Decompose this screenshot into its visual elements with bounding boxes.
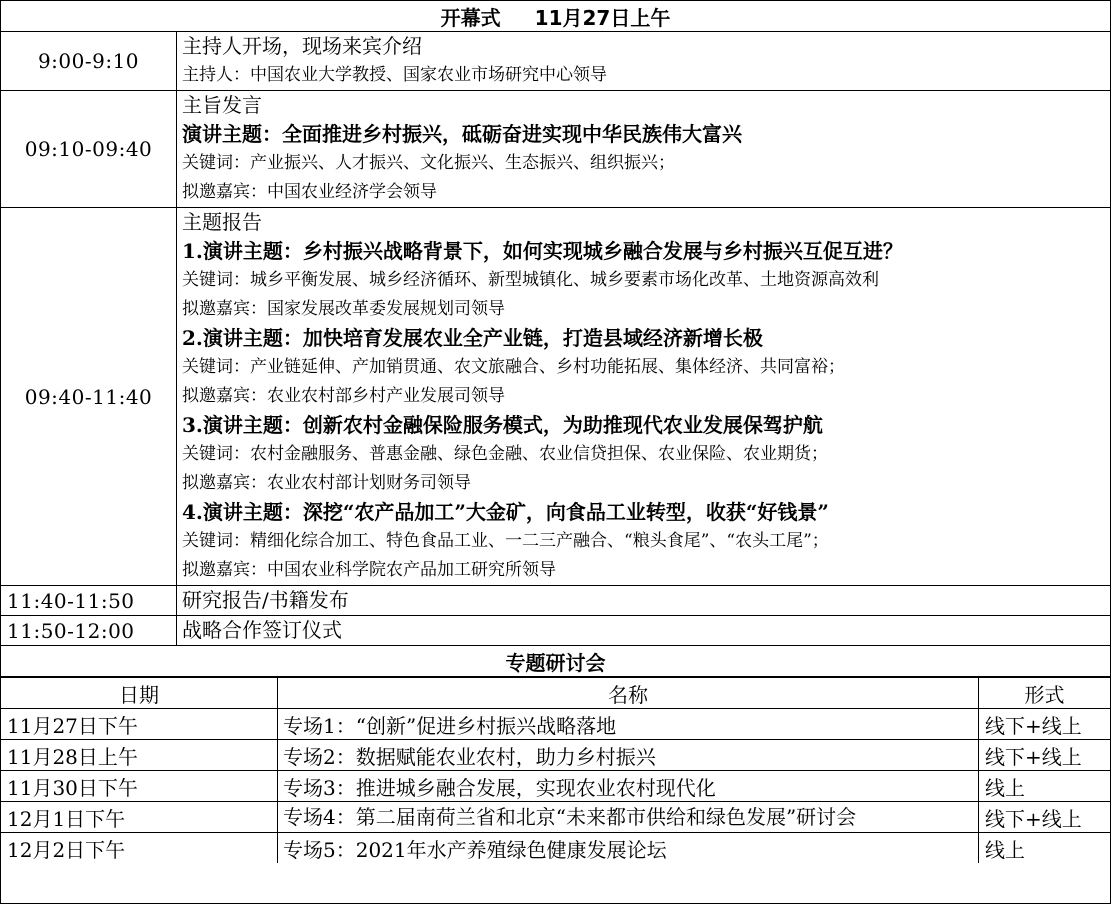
schedule-time: 9:00-9:10 xyxy=(1,32,177,91)
session-date: 11月27日下午 xyxy=(1,709,278,740)
schedule-line: 4.演讲主题：深挖“农产品加工”大金矿，向食品工业转型，收获“好钱景” xyxy=(182,500,829,524)
schedule-line: 拟邀嘉宾：农业农村部乡村产业发展司领导 xyxy=(182,386,505,406)
session-row xyxy=(1,709,1110,740)
schedule-line: 主旨发言 xyxy=(182,93,262,117)
schedule-row xyxy=(1,91,1110,208)
session-row xyxy=(1,740,1110,771)
schedule-line: 拟邀嘉宾：中国农业经济学会领导 xyxy=(182,182,437,202)
sessions-table xyxy=(1,677,1110,863)
schedule-row xyxy=(1,208,1110,586)
schedule-line: 拟邀嘉宾：国家发展改革委发展规划司领导 xyxy=(182,299,505,319)
schedule-content xyxy=(177,586,1111,616)
session-format: 线下+线上 xyxy=(979,740,1111,771)
schedule-line: 主持人：中国农业大学教授、国家农业市场研究中心领导 xyxy=(182,65,607,85)
opening-schedule-table xyxy=(1,32,1110,646)
sessions-header-row xyxy=(1,678,1110,709)
sessions-header xyxy=(1,646,1110,677)
schedule-time: 09:10-09:40 xyxy=(1,91,177,208)
session-date: 11月30日下午 xyxy=(1,771,278,802)
schedule-row xyxy=(1,616,1110,646)
session-name: 专场5：2021年水产养殖绿色健康发展论坛 xyxy=(278,833,979,864)
opening-title: 开幕式 xyxy=(440,5,501,30)
schedule-content xyxy=(177,32,1111,91)
session-row xyxy=(1,802,1110,833)
session-format: 线上 xyxy=(979,833,1111,864)
session-name: 专场3：推进城乡融合发展，实现农业农村现代化 xyxy=(278,771,979,802)
session-date: 11月28日上午 xyxy=(1,740,278,771)
schedule-line: 研究报告/书籍发布 xyxy=(182,588,349,612)
session-format: 线下+线上 xyxy=(979,709,1111,740)
opening-date: 11月27日上午 xyxy=(534,5,671,30)
session-row xyxy=(1,833,1110,864)
session-format: 线下+线上 xyxy=(979,802,1111,833)
session-date: 12月2日下午 xyxy=(1,833,278,864)
schedule-line: 战略合作签订仪式 xyxy=(182,618,342,642)
schedule-content xyxy=(177,91,1111,208)
session-name: 专场1：“创新”促进乡村振兴战略落地 xyxy=(278,709,979,740)
schedule-line: 拟邀嘉宾：中国农业科学院农产品加工研究所领导 xyxy=(182,560,556,580)
schedule-line: 关键词：产业振兴、人才振兴、文化振兴、生态振兴、组织振兴； xyxy=(182,153,675,173)
schedule-line: 主题报告 xyxy=(182,210,262,234)
sessions-title: 专题研讨会 xyxy=(505,650,606,675)
schedule-line: 3.演讲主题：创新农村金融保险服务模式，为助推现代农业发展保驾护航 xyxy=(182,413,823,437)
session-format: 线上 xyxy=(979,771,1111,802)
opening-header xyxy=(1,1,1110,32)
schedule-row xyxy=(1,32,1110,91)
schedule-line: 关键词：城乡平衡发展、城乡经济循环、新型城镇化、城乡要素市场化改革、土地资源高效利 xyxy=(182,270,879,290)
session-name: 专场2：数据赋能农业农村，助力乡村振兴 xyxy=(278,740,979,771)
schedule-line: 演讲主题：全面推进乡村振兴，砥砺奋进实现中华民族伟大富兴 xyxy=(182,122,742,146)
schedule-time: 09:40-11:40 xyxy=(1,208,177,586)
session-name: 专场4：第二届南荷兰省和北京“未来都市供给和绿色发展”研讨会 xyxy=(278,802,979,833)
schedule-line: 拟邀嘉宾：农业农村部计划财务司领导 xyxy=(182,473,471,493)
schedule-line: 关键词：产业链延伸、产加销贯通、农文旅融合、乡村功能拓展、集体经济、共同富裕； xyxy=(182,357,845,377)
session-row xyxy=(1,771,1110,802)
schedule-time: 11:40-11:50 xyxy=(1,586,177,616)
schedule-line: 2.演讲主题：加快培育发展农业全产业链，打造县域经济新增长极 xyxy=(182,326,763,350)
schedule-content xyxy=(177,208,1111,586)
schedule-row xyxy=(1,586,1110,616)
schedule-line: 关键词：农村金融服务、普惠金融、绿色金融、农业信贷担保、农业保险、农业期货； xyxy=(182,444,828,464)
session-date: 12月1日下午 xyxy=(1,802,278,833)
schedule-line: 1.演讲主题：乡村振兴战略背景下，如何实现城乡融合发展与乡村振兴互促互进？ xyxy=(182,239,903,263)
column-header-name: 名称 xyxy=(278,678,979,709)
schedule-line: 关键词：精细化综合加工、特色食品工业、一二三产融合、“粮头食尾”、“农头工尾”； xyxy=(182,531,829,551)
schedule-time: 11:50-12:00 xyxy=(1,616,177,646)
column-header-form: 形式 xyxy=(979,678,1111,709)
column-header-date: 日期 xyxy=(1,678,278,709)
schedule-line: 主持人开场，现场来宾介绍 xyxy=(182,34,422,58)
schedule-content xyxy=(177,616,1111,646)
